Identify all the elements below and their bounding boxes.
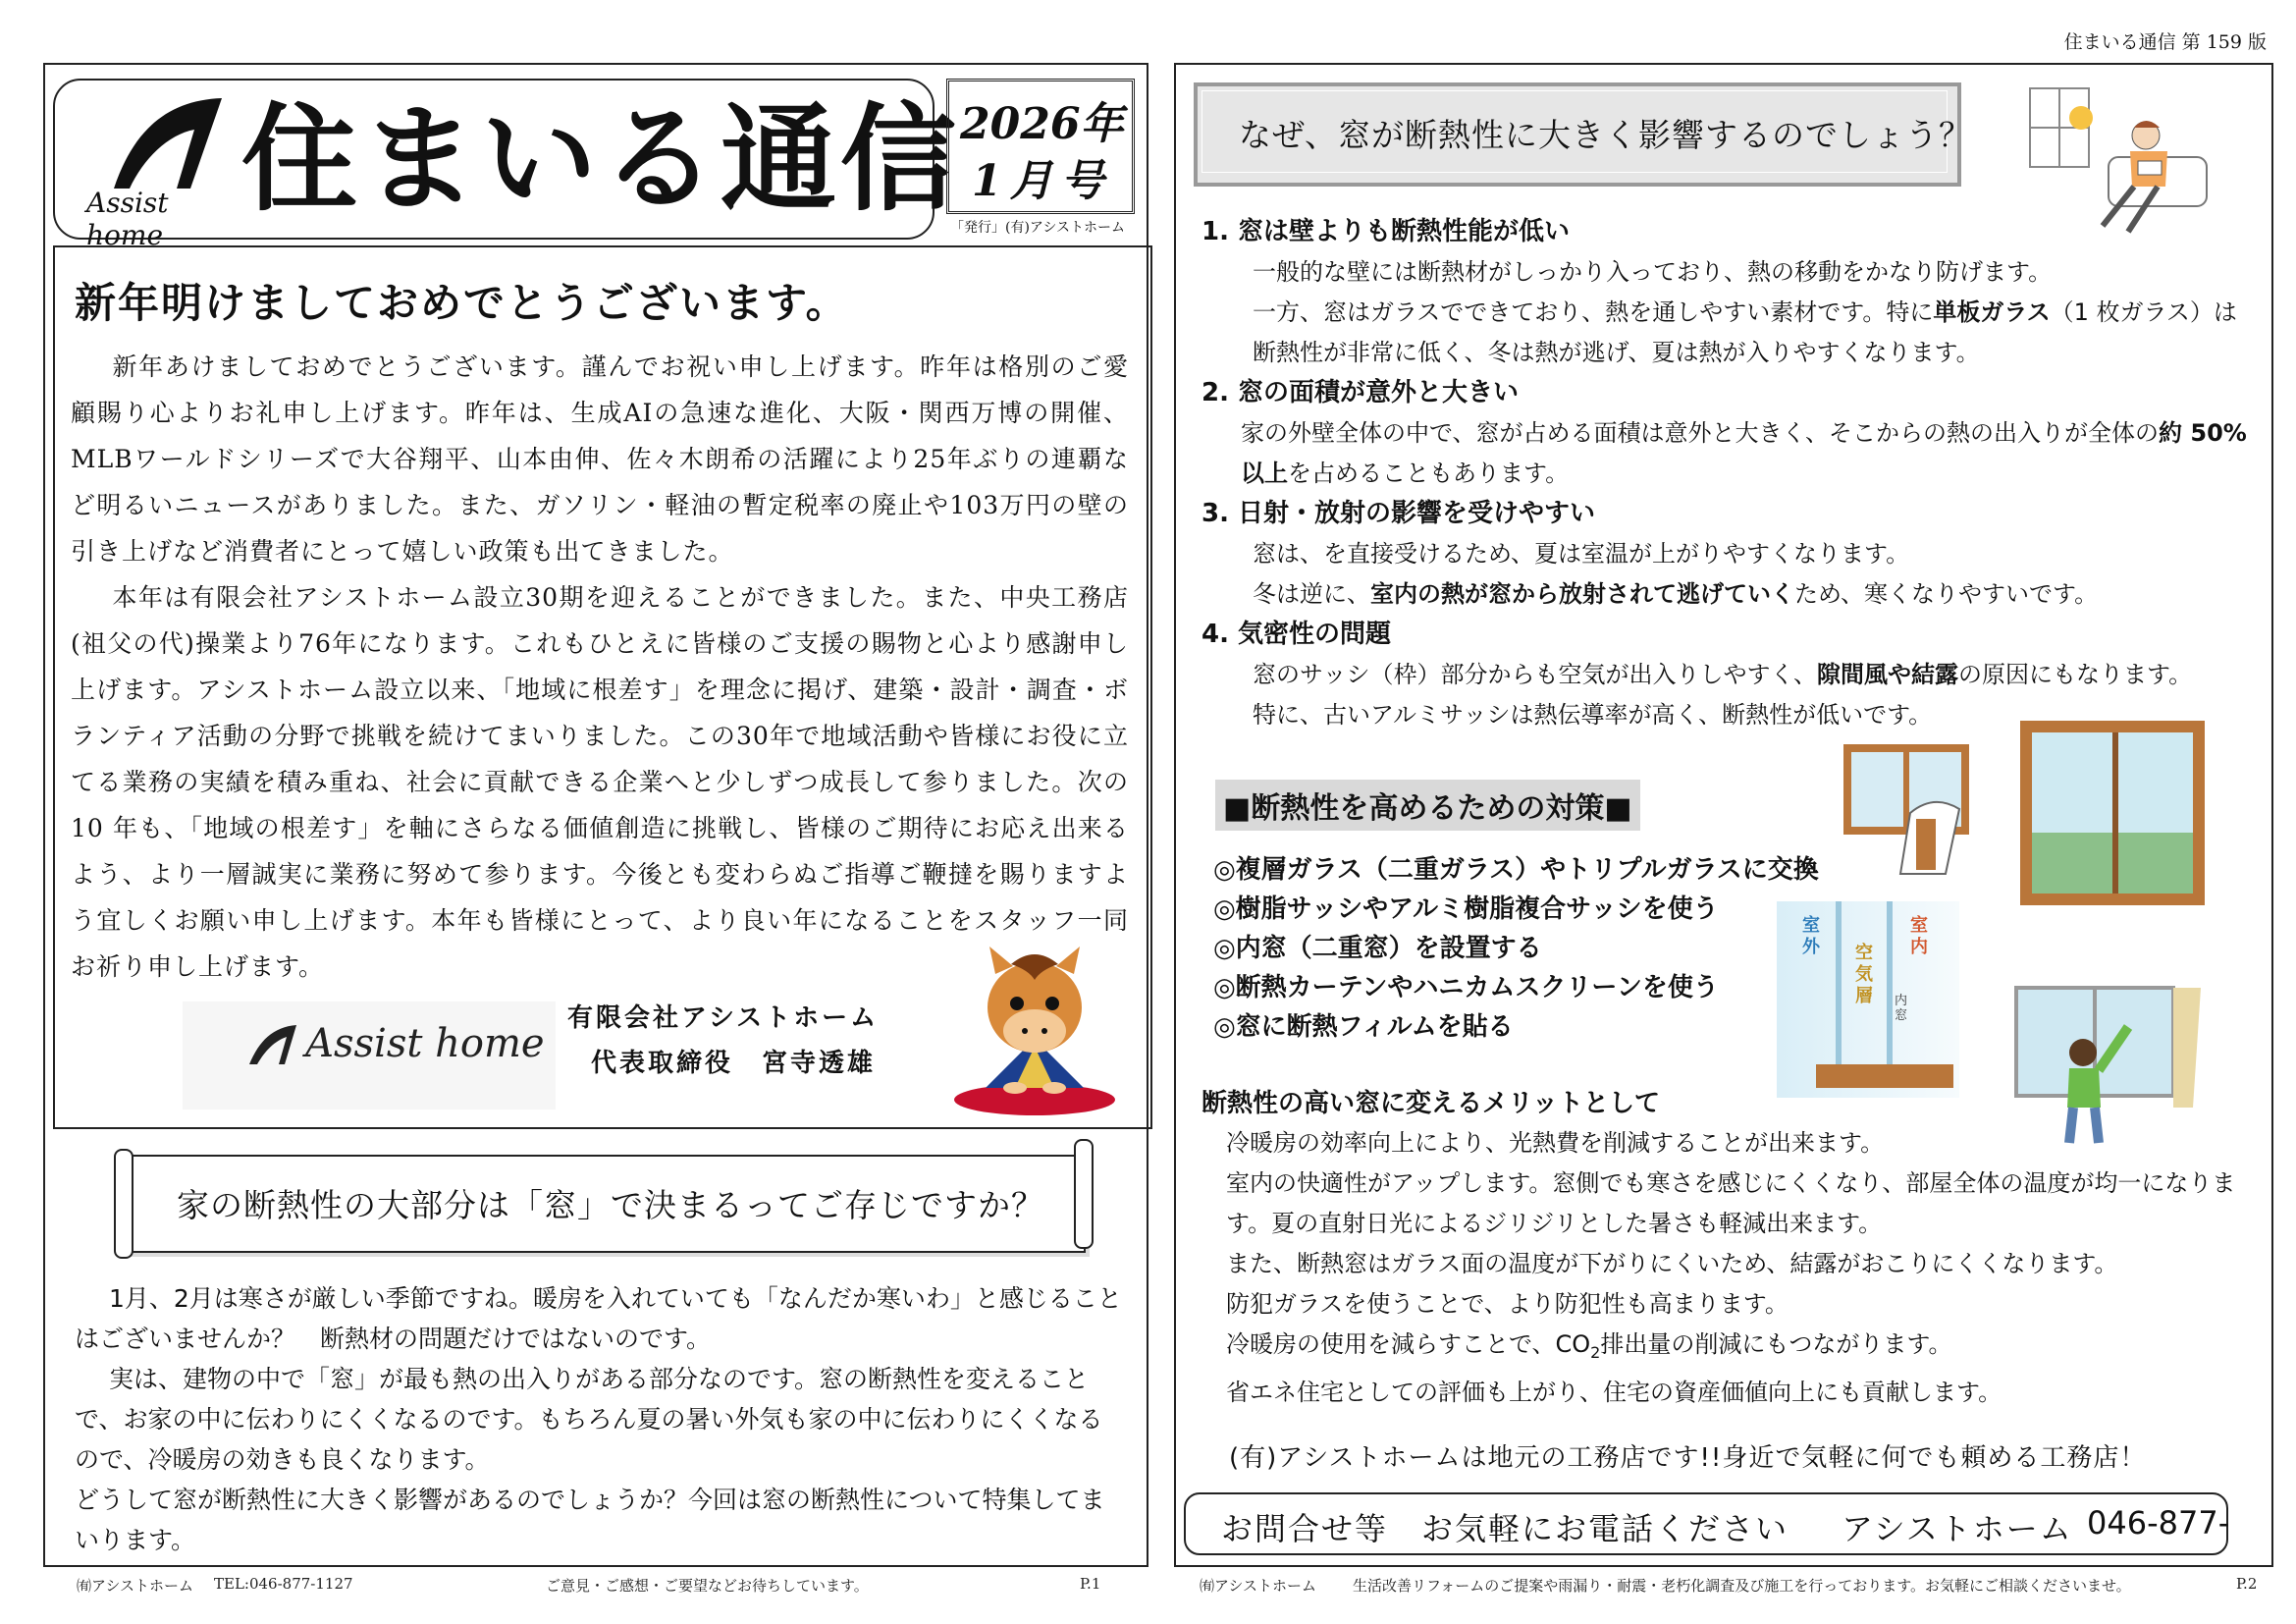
issue-month: 1月号 [972, 156, 1112, 206]
signature-logo [241, 1019, 545, 1068]
footer-left-note: ご意見・ご感想・ご要望などお待ちしています。 [546, 1577, 869, 1595]
footer-right-company: ㈲アシストホーム [1200, 1577, 1316, 1595]
greeting-body [71, 344, 1129, 990]
logo-text: Assist home [86, 187, 169, 251]
intro-paragraph: どうして窓が断熱性に大きく影響があるのでしょうか？今回は窓の断熱性について特集してまいります。 [75, 1486, 1105, 1554]
greeting-paragraph: 新年あけましておめでとうございます。謹んでお祝い申し上げます。昨年は格別のご愛顧賜り心よりお礼申し上げます。昨年は、生成AIの急速な進化、大阪・関西万博の開催、MLBワールドシリーズで大谷翔平、山本由伸、佐々木朗希の活躍により25年ぶりの連覇など明るいニュースがありました。また、ガソリン・軽油の暫定税率の廃止や103万円の壁の引き上げなど消費者にとって嬉しい政策も出てきました。 [71, 352, 1129, 566]
diagram-sill [1816, 1064, 1953, 1088]
benefit-text-part: 排出量の削減にもつながります。 [1600, 1330, 1952, 1358]
why-text-part: 窓のサッシ（枠）部分からも空気が出入りしやすく、 [1253, 661, 1818, 688]
why-text [1201, 655, 2252, 695]
why-text-part: ため、寒くなりやすいです。 [1794, 580, 2099, 608]
benefit-line: 防犯ガラスを使うことで、より防犯性も高まります。 [1226, 1290, 1789, 1318]
measure-item: ◎断熱カーテンやハニカムスクリーンを使う [1213, 973, 1719, 1002]
footer-left-company: ㈲アシストホーム [77, 1577, 193, 1595]
window-intro-body [75, 1278, 1127, 1560]
why-text-part: 一方、窓はガラスでできており、熱を通しやすい素材です。特に [1253, 298, 1934, 326]
benefit-text-part: 冷暖房の使用を減らすことで、CO [1226, 1330, 1591, 1358]
why-text-part: を占めることもあります。 [1288, 460, 1570, 487]
why-title: なぜ、窓が断熱性に大きく影響するのでしょう？ [1239, 116, 1973, 154]
benefits-title: 断熱性の高い窓に変えるメリットとして [1201, 1089, 1660, 1118]
benefits-list [1201, 1123, 2244, 1413]
diagram-air-label: 空気層 [1855, 943, 1873, 1006]
benefit-line: 冷暖房の効率向上により、光熱費を削減することが出来ます。 [1226, 1129, 1885, 1157]
contact-text: お問合せ等 お気軽にお電話ください [1221, 1510, 1789, 1547]
why-text-part: （1 枚ガラス）は断熱性が非常に低く、冬は熱が逃げ、夏は熱が入りやすくなります。 [1253, 298, 2237, 366]
scroll-curl-right [1074, 1139, 1094, 1249]
benefit-line: また、断熱窓はガラス面の温度が下がりにくいため、結露がおこりにくくなります。 [1226, 1250, 2118, 1277]
representative: 代表取締役 宮寺透雄 [591, 1049, 877, 1078]
logo-mark-icon [75, 90, 241, 198]
measure-item: ◎複層ガラス（二重ガラス）やトリプルガラスに交換 [1213, 855, 1819, 885]
contact-company: アシストホーム [1842, 1510, 2073, 1547]
company-name: 有限会社アシストホーム [567, 1003, 880, 1033]
diagram-inner-glass [1887, 901, 1893, 1068]
local-note: (有)アシストホームは地元の工務店です!!身近で気軽に何でも頼める工務店！ [1229, 1443, 2147, 1473]
window-frame-closeup-image [1843, 738, 1971, 876]
footer-right-note: 生活改善リフォームのご提案や雨漏り・耐震・老朽化調査及び施工を行っております。お気軽にご相談くださいませ。 [1353, 1577, 2131, 1595]
why-text: 一般的な壁には断熱材がしっかり入っており、熱の移動をかなり防げます。 [1253, 258, 2053, 286]
page-header: 住まいる通信 第 159 版 [2063, 31, 2267, 53]
greeting-heading: 新年明けましておめでとうございます。 [75, 279, 849, 327]
window-section-diagram [1777, 901, 1959, 1098]
intro-paragraph: 実は、建物の中で「窓」が最も熱の出入りがある部分なのです。窓の断熱性を変えることで、お家の中に伝わりにくくなるのです。もちろん夏の暑い外気も家の中に伝わりにくくなるので、冷暖房の効きも良くなります。 [75, 1365, 1103, 1474]
footer-right-page: P.2 [2236, 1575, 2258, 1593]
contact-phone: 046-877- [2087, 1504, 2230, 1542]
measure-item: ◎内窓（二重窓）を設置する [1213, 934, 1542, 963]
why-list [1201, 212, 2252, 735]
why-text-part: 冬は逆に、 [1253, 580, 1370, 608]
why-text [1201, 574, 2252, 615]
diagram-outside-label: 室外 [1802, 915, 1820, 957]
measure-item: ◎窓に断熱フィルムを貼る [1213, 1012, 1514, 1042]
why-text: 特に、古いアルミサッシは熱伝導率が高く、断熱性が低いです。 [1253, 701, 1933, 729]
issue-year: 2026年 [960, 99, 1124, 149]
benefit-line: 省エネ住宅としての評価も上がり、住宅の資産価値向上にも貢献します。 [1226, 1378, 2002, 1406]
diagram-outer-glass [1836, 901, 1842, 1068]
measure-item: ◎樹脂サッシやアルミ樹脂複合サッシを使う [1213, 894, 1719, 924]
why-text-part: の原因にもなります。 [1958, 661, 2193, 688]
diagram-inside-label: 室内 [1910, 915, 1928, 957]
why-text-emphasis: 室内の熱が窓から放射されて逃げていく [1370, 580, 1794, 608]
signature-logo-text: Assist home [305, 1021, 545, 1066]
why-text-emphasis: 単板ガラス [1933, 298, 2051, 326]
co2-subscript: 2 [1590, 1342, 1601, 1362]
why-heading: 2. 窓の面積が意外と大きい [1201, 378, 1520, 407]
footer-left-page: P.1 [1080, 1575, 1101, 1593]
why-text-emphasis: 約 50%以上 [1241, 419, 2247, 487]
diagram-inner-window-label: 内窓 [1895, 994, 1908, 1023]
intro-paragraph: 1月、2月は寒さが厳しい季節ですね。暖房を入れていても「なんだか寒いわ」と感じることはございませんか？ 断熱材の問題だけではないのです。 [75, 1284, 1122, 1353]
window-banner-text: 家の断熱性の大部分は「窓」で決まるってご存じですか？ [177, 1186, 1044, 1224]
why-heading: 3. 日射・放射の影響を受けやすい [1201, 499, 1596, 528]
why-text: 窓は、を直接受けるため、夏は室温が上がりやすくなります。 [1253, 540, 1910, 568]
why-text [1201, 293, 2252, 373]
logo [75, 90, 241, 251]
scroll-curl-left [114, 1149, 133, 1259]
why-text [1201, 413, 2252, 494]
benefit-line: 室内の快適性がアップします。窓側でも寒さを感じにくくなり、部屋全体の温度が均一になります。夏の直射日光によるジリジリとした暑さも軽減出来ます。 [1226, 1169, 2236, 1237]
why-text-emphasis: 隙間風や結露 [1817, 661, 1959, 688]
masthead-title: 住まいる通信 [241, 90, 961, 227]
footer-left-tel: TEL:046-877-1127 [214, 1575, 353, 1593]
person-cleaning-window-image [2008, 980, 2205, 1147]
greeting-paragraph: 本年は有限会社アシストホーム設立30期を迎えることができました。また、中央工務店(祖父の代)操業より76年になります。これもひとえに皆様のご支援の賜物と心より感謝申し上げます。アシストホーム設立以来、「地域に根差す」を理念に掲げ、建築・設計・調査・ボランティア活動の分野で挑戦を続けてまいりました。この30年で地域活動や皆様にお役に立てる業務の実績を積み重ね、社会に貢献できる企業へと少しずつ成長して参りました。次の 10 年も、「地域の根差す」を軸にさらなる価値創造に挑戦し、皆様のご期待にお応え出来るよう、より一層誠実に業務に努めて参ります。今後とも変わらぬご指導ご鞭撻を賜りますよう宜しくお願い申し上げます。本年も皆様にとって、より良い年になることをスタッフ一同お祈り申し上げます。 [71, 583, 1129, 981]
horse-mascot-image [946, 941, 1123, 1117]
why-text-part: 家の外壁全体の中で、窓が占める面積は意外と大きく、そこからの熱の出入りが全体の [1241, 419, 2160, 447]
logo-mark-icon [241, 1019, 300, 1068]
publisher: 「発行」(有)アシストホーム [950, 220, 1125, 236]
measures-title: ■断熱性を高めるための対策■ [1215, 780, 1640, 831]
double-window-image [2014, 715, 2211, 911]
why-heading: 1. 窓は壁よりも断熱性能が低い [1201, 217, 1571, 246]
why-heading: 4. 気密性の問題 [1201, 620, 1392, 649]
benefit-line [1201, 1325, 2244, 1373]
